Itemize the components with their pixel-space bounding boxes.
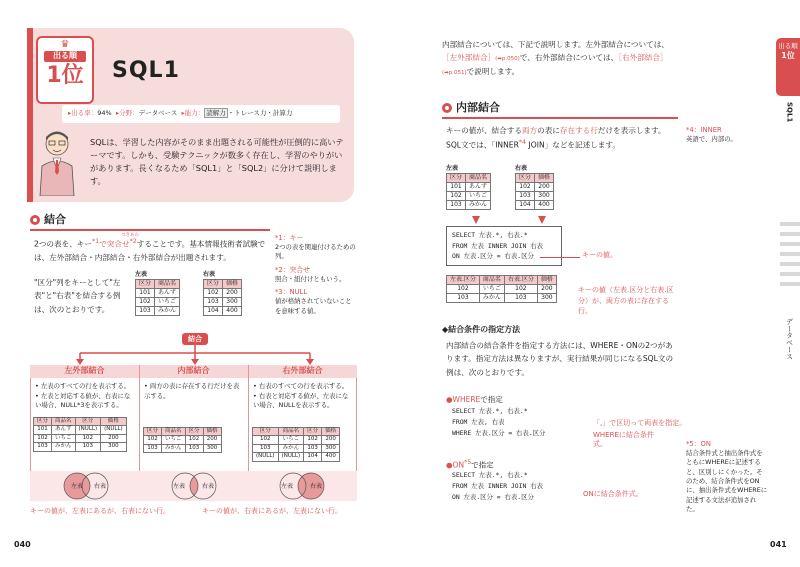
meta-bar <box>62 105 340 123</box>
td: いちご <box>52 434 76 442</box>
venn-inner-icon <box>166 471 222 501</box>
notes-left <box>275 234 357 316</box>
td: 101 <box>34 426 52 434</box>
join-paragraph <box>34 236 266 264</box>
th: 右表.区分 <box>504 276 537 285</box>
subsection-text: 内部結合の結合条件を指定する方法には、WHERE・ONの2つがあります。指定方法は異なりますが、実行結果が同じになるSQL文の例は、次のとおりです。 <box>446 341 674 377</box>
td: 400 <box>535 201 554 210</box>
code-line: FROM 左表 INNER JOIN 右表 <box>452 481 543 490</box>
side-tab-rank: 1位 <box>781 50 795 60</box>
code-line: SELECT 左表.*, 右表.* <box>452 471 528 479</box>
table-row <box>253 453 340 461</box>
td: 103 <box>304 444 322 452</box>
venn-label-left: 左表 <box>71 483 84 490</box>
th: 区分 <box>304 428 322 436</box>
inner-left-table-block <box>446 165 491 210</box>
footnote-mark-2: *2 <box>129 238 137 245</box>
list-item: • 右表と対応する値が、左表にない場合、NULLを表示する。 <box>253 391 349 410</box>
table-row <box>253 436 340 444</box>
td: 102 <box>136 298 155 307</box>
teacher-avatar-icon <box>36 128 78 196</box>
td: 400 <box>223 307 242 316</box>
inner-result-table-right <box>446 275 557 303</box>
join-text-1b: で突合せ <box>99 239 130 249</box>
col-title-right-outer: 右外部結合 <box>282 366 323 375</box>
th: 商品名 <box>278 428 304 436</box>
footnote-mark-1: *1 <box>92 238 100 245</box>
section-title: 結合 <box>44 213 66 226</box>
txt: 両方 <box>521 126 538 135</box>
right-table-block <box>203 271 242 316</box>
inner-result-table <box>143 427 222 453</box>
code-line: FROM 左表 INNER JOIN 右表 <box>452 241 543 250</box>
crown-icon: ♛ <box>60 39 70 50</box>
td: 200 <box>537 285 556 294</box>
page-number-left: 040 <box>14 540 31 549</box>
td: みかん <box>52 443 76 451</box>
svg-text:右表: 右表 <box>310 483 323 490</box>
right-intro-mid: で、右外部結合については、 <box>519 53 619 63</box>
side-tab-title: SQL1 <box>785 102 794 123</box>
bullet-icon: ▸ <box>115 109 120 117</box>
bullet-text: 両方の表に存在する行だけを表示する。 <box>144 382 240 400</box>
on-suffix: で指定 <box>471 460 494 470</box>
td: (NULL) <box>253 453 279 461</box>
divider-bar <box>780 222 800 226</box>
section-heading-inner <box>442 101 500 116</box>
td: 103 <box>447 201 466 210</box>
td: みかん <box>466 201 491 210</box>
code-line: FROM 左表, 右表 <box>452 417 505 426</box>
table-row <box>516 201 554 210</box>
bullet-icon: ▸ <box>181 109 185 117</box>
code-line: SELECT 左表.*, 右表.* <box>452 407 528 415</box>
table-row <box>144 444 222 452</box>
table-row <box>34 434 127 442</box>
link-right-outer[interactable]: ［右外部結合］ <box>618 53 668 63</box>
td: (NULL) <box>101 426 127 434</box>
section-heading-join <box>30 213 66 228</box>
th: 商品名 <box>479 276 504 285</box>
th: 価格 <box>535 174 554 183</box>
th: 区分 <box>516 174 535 183</box>
inner-left-table <box>446 173 491 210</box>
td: 103 <box>253 444 279 452</box>
page-ref-2: (➡p.051) <box>442 69 467 76</box>
code-line: SELECT 左表.*, 右表.* <box>452 231 528 239</box>
note-1-head: *1：キー <box>275 234 304 242</box>
td: 104 <box>516 201 535 210</box>
code-line: ON 左表.区分 = 右表.区分 <box>452 252 534 261</box>
td: 101 <box>447 183 466 192</box>
table-row <box>447 294 557 303</box>
th: 区分 <box>204 280 223 289</box>
td: 200 <box>322 436 340 444</box>
td: 103 <box>34 443 52 451</box>
divider-bar <box>780 282 800 286</box>
td: 102 <box>75 434 101 442</box>
bullet-icon: ▸ <box>68 109 72 117</box>
link-left-outer[interactable]: ［左外部結合］ <box>442 53 496 63</box>
side-tab[interactable] <box>776 38 800 96</box>
where-annotation-1: 「,」で区切って両表を指定。 <box>593 419 687 427</box>
td: 103 <box>136 307 155 316</box>
where-sql <box>452 406 545 439</box>
table-row <box>516 192 554 201</box>
page-ref-1: (➡p.050) <box>495 56 520 63</box>
table-row <box>447 201 491 210</box>
left-outer-result-table <box>33 417 127 452</box>
table-row <box>136 307 180 316</box>
freq-label: 出る率： <box>71 109 98 117</box>
sql-annotation: キーの値。 <box>582 251 617 259</box>
footnote-mark-5: *5 <box>464 459 472 466</box>
annotation-line <box>540 257 580 258</box>
inner-join-paragraph <box>446 124 676 152</box>
table-row <box>204 307 242 316</box>
footnote-mark-4: *4 <box>518 139 527 147</box>
subsection-heading: ◆結合条件の指定方法 <box>442 325 521 334</box>
td: (NULL) <box>75 426 101 434</box>
note-5-head: *5：ON <box>686 440 711 448</box>
where-suffix: で指定 <box>480 395 503 404</box>
table-row <box>136 289 180 298</box>
on-sql <box>452 470 543 503</box>
divider-bar <box>780 242 800 246</box>
where-heading <box>446 395 503 405</box>
th: 区分 <box>144 428 162 436</box>
td: 103 <box>447 294 480 303</box>
th: 商品名 <box>162 428 186 436</box>
note-5-text: 結合条件式と抽出条件式をともにWHEREに記述すると、区別しにくかった。そのため、結合条件式をONに、抽出条件式をWHEREに記述する文法が追加された。 <box>686 449 768 513</box>
inner-right-table <box>515 173 554 210</box>
th: 価格 <box>101 418 127 426</box>
list-item: • 左表のすべての行を表示する。 <box>35 382 131 390</box>
svg-text:左表: 左表 <box>281 483 294 490</box>
list-item: • 右表のすべての行を表示する。 <box>253 382 349 390</box>
down-arrows <box>470 214 550 226</box>
table-row <box>516 183 554 192</box>
table-row <box>34 426 127 434</box>
badge-label: 出る順 <box>44 51 86 62</box>
table-row <box>34 443 127 451</box>
field-value: データベース <box>138 109 178 117</box>
td: 200 <box>101 434 127 442</box>
left-table-caption: 左表 <box>135 271 148 278</box>
note-4-head: *4：INNER <box>686 126 722 134</box>
note-3-head: *3：NULL <box>275 288 308 297</box>
right-intro <box>442 38 674 79</box>
th: 区分 <box>136 280 155 289</box>
code-line: WHERE 左表.区分 = 右表.区分 <box>452 428 546 437</box>
td: 300 <box>535 192 554 201</box>
th: 商品名 <box>466 174 491 183</box>
divider-bar <box>780 262 800 266</box>
td: 300 <box>101 443 127 451</box>
td: (NULL) <box>278 453 304 461</box>
section-bullet-icon <box>442 103 452 113</box>
list-item: • 両方の表に存在する行だけを表示する。 <box>144 382 240 400</box>
td: 102 <box>447 192 466 201</box>
td: 103 <box>204 298 223 307</box>
section-underline <box>30 229 270 231</box>
td: 102 <box>144 436 162 444</box>
td: いちご <box>155 298 180 307</box>
td: 200 <box>223 289 242 298</box>
td: いちご <box>479 285 504 294</box>
td: 102 <box>34 434 52 442</box>
td: 300 <box>322 444 340 452</box>
inner-join-sql <box>446 226 562 266</box>
code-line: ON 左表.区分 = 右表.区分 <box>452 492 534 501</box>
th: 価格 <box>537 276 556 285</box>
td: 300 <box>223 298 242 307</box>
divider-bar <box>780 272 800 276</box>
td: 200 <box>535 183 554 192</box>
td: いちご <box>162 436 186 444</box>
table-row <box>447 183 491 192</box>
badge-rank: 1位 <box>46 62 84 88</box>
td: 400 <box>322 453 340 461</box>
td: みかん <box>278 444 304 452</box>
skill-label: 能力： <box>184 109 205 117</box>
section-title-inner: 内部結合 <box>456 101 500 114</box>
th: 商品名 <box>52 418 76 426</box>
bottom-note-right: キーの値が、右表にあるが、左表にない行。 <box>202 507 342 515</box>
th: 左表.区分 <box>447 276 480 285</box>
td: みかん <box>479 294 504 303</box>
result-annotation: キーの値（左表.区分と右表.区分）が、両方の表に存在する行。 <box>578 286 674 315</box>
td: いちご <box>278 436 304 444</box>
td: 300 <box>203 444 221 452</box>
right-intro-end: で説明します。 <box>466 66 520 76</box>
page-title: SQL1 <box>112 58 180 83</box>
txt: の表に <box>537 126 560 135</box>
col-right-bullets <box>250 379 355 414</box>
join-text-1: 2つの表を、キー <box>34 239 92 249</box>
side-field-label: データベース <box>785 318 794 360</box>
side-tab-label: 出る順 <box>778 42 798 50</box>
th: 区分 <box>447 174 466 183</box>
venn-left-outer-icon <box>58 471 114 501</box>
bullet-text: 左表のすべての行を表示する。 <box>40 382 131 390</box>
right-table <box>203 279 242 316</box>
svg-text:右表: 右表 <box>202 483 215 490</box>
th: 区分 <box>253 428 279 436</box>
td: 104 <box>204 307 223 316</box>
td: あんず <box>155 289 180 298</box>
td: 103 <box>75 443 101 451</box>
td: 101 <box>136 289 155 298</box>
ruby-text: つきあわ <box>121 233 139 238</box>
td: あんず <box>52 426 76 434</box>
td: いちご <box>466 192 491 201</box>
col-inner-bullets <box>141 379 246 404</box>
bullet-text: 右表のすべての行を表示する。 <box>258 382 349 390</box>
td: 102 <box>304 436 322 444</box>
table-row <box>204 298 242 307</box>
txt: キーの値が、結合する <box>446 126 522 135</box>
note-3-text: 値が格納されていないことを意味する値。 <box>275 297 352 315</box>
where-annotation-2: WHEREに結合条件式。 <box>593 431 654 449</box>
td: みかん <box>155 307 180 316</box>
venn-label-right: 右表 <box>94 483 107 490</box>
skill-rest: ・トレース力・計算力 <box>227 109 293 117</box>
table-row <box>144 436 222 444</box>
td: 103 <box>516 192 535 201</box>
where-keyword: WHERE <box>452 395 481 404</box>
on-keyword: ON <box>452 460 465 470</box>
divider-bar <box>780 232 800 236</box>
td: 102 <box>447 285 480 294</box>
svg-text:左表: 左表 <box>173 483 186 490</box>
table-caption: 左表 <box>446 165 459 172</box>
col-title-left-outer: 左外部結合 <box>64 366 105 375</box>
col-left-bullets <box>32 379 137 414</box>
left-table <box>135 279 180 316</box>
th: 区分 <box>75 418 101 426</box>
field-label: 分野： <box>119 109 139 117</box>
freq-value: 94% <box>97 109 112 117</box>
divider-bar <box>780 252 800 256</box>
th: 商品名 <box>155 280 180 289</box>
table-row <box>447 192 491 201</box>
page-number-right: 041 <box>770 540 787 549</box>
td: 102 <box>204 289 223 298</box>
note-4 <box>686 126 766 144</box>
th: 区分 <box>34 418 52 426</box>
table-caption: 右表 <box>515 165 528 172</box>
bullet-text: 右表と対応する値が、左表にない場合、NULLを表示する。 <box>253 391 349 410</box>
join-example-text: "区分"列をキーとして"左表"と"右表"を結合する例は、次のとおりです。 <box>34 278 121 314</box>
join-branch-arrows <box>30 325 360 365</box>
join-text-1c: することです。基本情報技術者試験では、左外部結合・内部結合・右外部結合が出題されます。 <box>34 239 266 262</box>
note-5 <box>686 440 768 514</box>
list-item: • 左表と対応する値が、右表にない場合、NULL*3を表示する。 <box>35 391 131 410</box>
th: 価格 <box>203 428 221 436</box>
right-outer-result-table <box>252 427 340 462</box>
table-row <box>136 298 180 307</box>
venn-right-outer-icon <box>274 471 330 501</box>
skill-highlight: 読解力 <box>206 109 226 117</box>
td: 103 <box>144 444 162 452</box>
right-intro-text: 内部結合については、下記で説明します。左外部結合については、 <box>442 40 669 49</box>
td: 102 <box>504 285 537 294</box>
note-2-head: *2：突合せ <box>275 265 310 274</box>
join-badge: 結合 <box>182 333 208 345</box>
td: 102 <box>516 183 535 192</box>
on-annotation: ONに結合条件式。 <box>583 490 643 498</box>
txt: だけを表示します。SQL文では、「INNER <box>446 126 666 150</box>
section-bullet-icon <box>30 215 40 225</box>
td: 102 <box>185 436 203 444</box>
rank-badge <box>36 36 94 104</box>
inner-right-table-block <box>515 165 554 210</box>
on-heading <box>446 459 494 471</box>
txt: 存在する行 <box>559 126 598 135</box>
td: 104 <box>304 453 322 461</box>
td: 200 <box>203 436 221 444</box>
note-1-text: 2つの表を関連付けるための列。 <box>275 243 356 261</box>
table-row <box>253 444 340 452</box>
td: 103 <box>504 294 537 303</box>
td: あんず <box>466 183 491 192</box>
intro-text: SQLは、学習した内容がそのまま出題される可能性が圧倒的に高いテーマです。しかも、受験テクニックが数多く存在し、学習のやりがいがあります。長くなるため「SQL1」と「SQL2」に分けて説明します。 <box>90 137 344 187</box>
left-table-block <box>135 271 180 316</box>
table-row <box>204 289 242 298</box>
td: 102 <box>253 436 279 444</box>
td: 103 <box>185 444 203 452</box>
table-row <box>447 285 557 294</box>
right-table-caption: 右表 <box>203 271 216 278</box>
col-title-inner: 内部結合 <box>177 366 210 375</box>
td: 300 <box>537 294 556 303</box>
dot-icon: ● <box>446 395 453 404</box>
note-4-text: 英語で、内部の。 <box>686 135 737 144</box>
th: 価格 <box>322 428 340 436</box>
note-2-text: 照合・紐付けともいう。 <box>275 274 346 283</box>
th: 価格 <box>223 280 242 289</box>
td: みかん <box>162 444 186 452</box>
txt: JOIN」などを記述します。 <box>526 140 620 150</box>
dot-icon: ● <box>446 460 453 470</box>
section-underline <box>442 117 678 119</box>
header-accent-strip <box>27 28 33 202</box>
th: 区分 <box>185 428 203 436</box>
bottom-note-left: キーの値が、左表にあるが、右表にない行。 <box>30 507 170 515</box>
bullet-text: 左表と対応する値が、右表にない場合、NULL*3を表示する。 <box>35 391 131 410</box>
